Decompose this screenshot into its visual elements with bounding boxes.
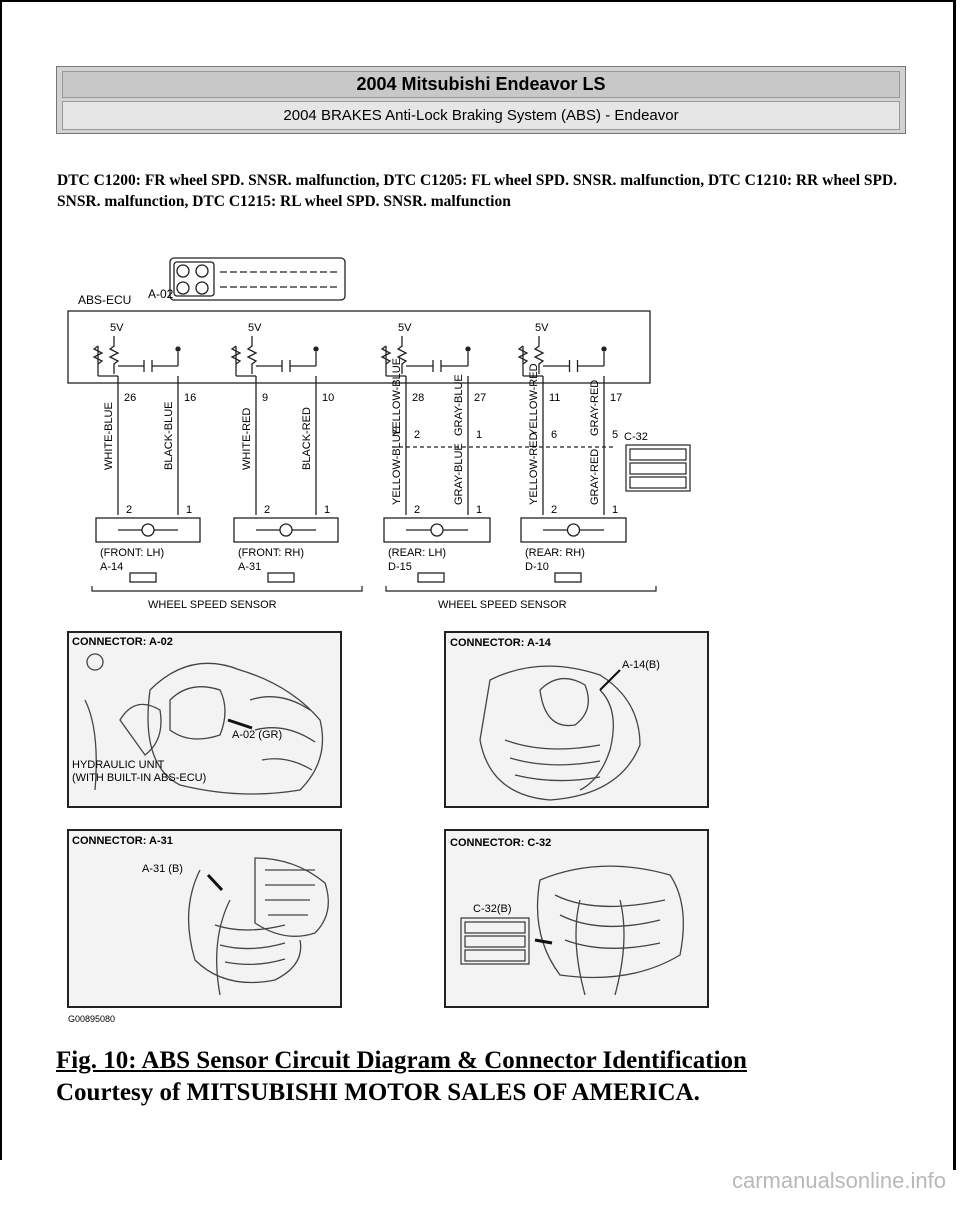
sensor-pin-number: 2	[414, 504, 421, 516]
figure-caption: Fig. 10: ABS Sensor Circuit Diagram & Connector Identification	[56, 1047, 747, 1074]
photo-c32-title: CONNECTOR: C-32	[450, 837, 552, 849]
sensor-pin-number: 1	[476, 504, 483, 516]
wire-color-label: WHITE-RED	[241, 407, 253, 470]
c32-pin-number: 2	[414, 429, 421, 441]
ecu-connector-icon	[170, 258, 345, 300]
front-sensor-bracket	[92, 586, 362, 591]
photo-connector-c32	[445, 830, 708, 1007]
sensor-connector-icon	[555, 573, 581, 582]
sensor-pin-number: 1	[612, 504, 619, 516]
wheel-speed-sensor-body	[384, 518, 490, 542]
ecu-pin-number: 11	[549, 392, 561, 404]
wheel-speed-sensor-label-rear: WHEEL SPEED SENSOR	[438, 599, 567, 611]
supply-voltage-label: 5V	[248, 322, 262, 334]
ecu-pin-number: 17	[610, 392, 623, 404]
courtesy-line: Courtesy of MITSUBISHI MOTOR SALES OF AMERICA.	[56, 1079, 700, 1106]
c32-pin-number: 6	[551, 429, 558, 441]
vehicle-title: 2004 Mitsubishi Endeavor LS	[62, 71, 900, 98]
sensor-connector-label: D-10	[525, 561, 549, 573]
c32-label: C-32	[624, 431, 648, 443]
wheel-speed-sensor-label-front: WHEEL SPEED SENSOR	[148, 599, 277, 611]
ecu-pin-number: 26	[124, 392, 137, 404]
wire-color-label: BLACK-BLUE	[163, 401, 175, 470]
wheel-speed-sensor-body	[234, 518, 338, 542]
photo-connector-a31	[68, 830, 341, 1007]
wheel-speed-sensor-body	[521, 518, 626, 542]
ecu-connector-label: A-02	[148, 287, 174, 301]
ecu-pin-number: 28	[412, 392, 425, 404]
ecu-pin-number: 16	[184, 392, 197, 404]
c32-pin-number: 1	[476, 429, 483, 441]
photo-a02-callout: A-02 (GR)	[232, 729, 283, 741]
photo-a02-title: CONNECTOR: A-02	[72, 636, 173, 648]
supply-voltage-label: 5V	[535, 322, 549, 334]
sensor-pin-number: 1	[324, 504, 331, 516]
photo-c32-callout: C-32(B)	[473, 903, 512, 915]
site-watermark: carmanualsonline.info	[731, 1168, 946, 1193]
pull-up-resistor	[248, 336, 256, 374]
wire-color-label: YELLOW-RED	[528, 363, 540, 436]
photo-a02-hydraulic-unit-sub: (WITH BUILT-IN ABS-ECU)	[72, 772, 207, 784]
sensor-pin-number: 2	[264, 504, 271, 516]
photo-a14-title: CONNECTOR: A-14	[450, 637, 551, 649]
wire-color-label: YELLOW-BLUE	[391, 426, 403, 505]
wire-color-label: YELLOW-RED	[528, 432, 540, 505]
photo-a31-title: CONNECTOR: A-31	[72, 835, 173, 847]
wire-color-label: GRAY-RED	[589, 379, 601, 436]
sensor-pin-number: 2	[551, 504, 558, 516]
photo-a02-hydraulic-unit: HYDRAULIC UNIT	[72, 759, 165, 771]
rear-sensor-bracket	[386, 586, 656, 591]
photo-a14-callout: A-14(B)	[622, 659, 660, 671]
supply-voltage-label: 5V	[398, 322, 412, 334]
figure-code: G00895080	[68, 1014, 116, 1024]
sensor-coil	[142, 524, 154, 536]
wire-color-label: GRAY-RED	[589, 448, 601, 505]
wheel-speed-sensor-body	[96, 518, 200, 542]
sensor-coil	[568, 524, 580, 536]
sensor-connector-icon	[130, 573, 156, 582]
sensor-coil	[280, 524, 292, 536]
figure-caption-block	[56, 1045, 747, 1109]
sensor-position-label: (REAR: LH)	[388, 547, 447, 559]
section-title: 2004 BRAKES Anti-Lock Braking System (ABS) - Endeavor	[62, 101, 900, 130]
photo-a31-callout: A-31 (B)	[142, 863, 183, 875]
ecu-pin-number: 10	[322, 392, 335, 404]
pull-up-resistor	[110, 336, 118, 374]
sensor-connector-label: A-31	[238, 561, 262, 573]
c32-pin-number: 5	[612, 429, 619, 441]
sensor-position-label: (FRONT: LH)	[100, 547, 165, 559]
sensor-pin-number: 1	[186, 504, 193, 516]
ecu-pin-number: 27	[474, 392, 487, 404]
sensor-position-label: (FRONT: RH)	[238, 547, 304, 559]
c32-connector-icon	[626, 445, 690, 491]
wire-color-label: YELLOW-BLUE	[391, 357, 403, 436]
supply-voltage-label: 5V	[110, 322, 124, 334]
ecu-pin-number: 9	[262, 392, 269, 404]
ecu-label: ABS-ECU	[78, 293, 132, 307]
abs-ecu-box	[68, 311, 650, 383]
dtc-heading: DTC C1200: FR wheel SPD. SNSR. malfunction, DTC C1205: FL wheel SPD. SNSR. malfunction, DTC C1210: RR wheel SPD. SNSR. malfunction, DTC C1215: RL wheel SPD. SNSR. malfunction	[57, 172, 898, 210]
wire-color-label: WHITE-BLUE	[103, 402, 115, 470]
sensor-connector-icon	[268, 573, 294, 582]
wire-color-label: BLACK-RED	[301, 407, 313, 470]
wire-color-label: GRAY-BLUE	[453, 443, 465, 505]
sensor-connector-label: A-14	[100, 561, 124, 573]
sensor-pin-number: 2	[126, 504, 133, 516]
sensor-connector-icon	[418, 573, 444, 582]
wire-color-label: GRAY-BLUE	[453, 374, 465, 436]
sensor-coil	[431, 524, 443, 536]
sensor-position-label: (REAR: RH)	[525, 547, 585, 559]
photo-connector-a14	[445, 632, 708, 807]
sensor-connector-label: D-15	[388, 561, 412, 573]
